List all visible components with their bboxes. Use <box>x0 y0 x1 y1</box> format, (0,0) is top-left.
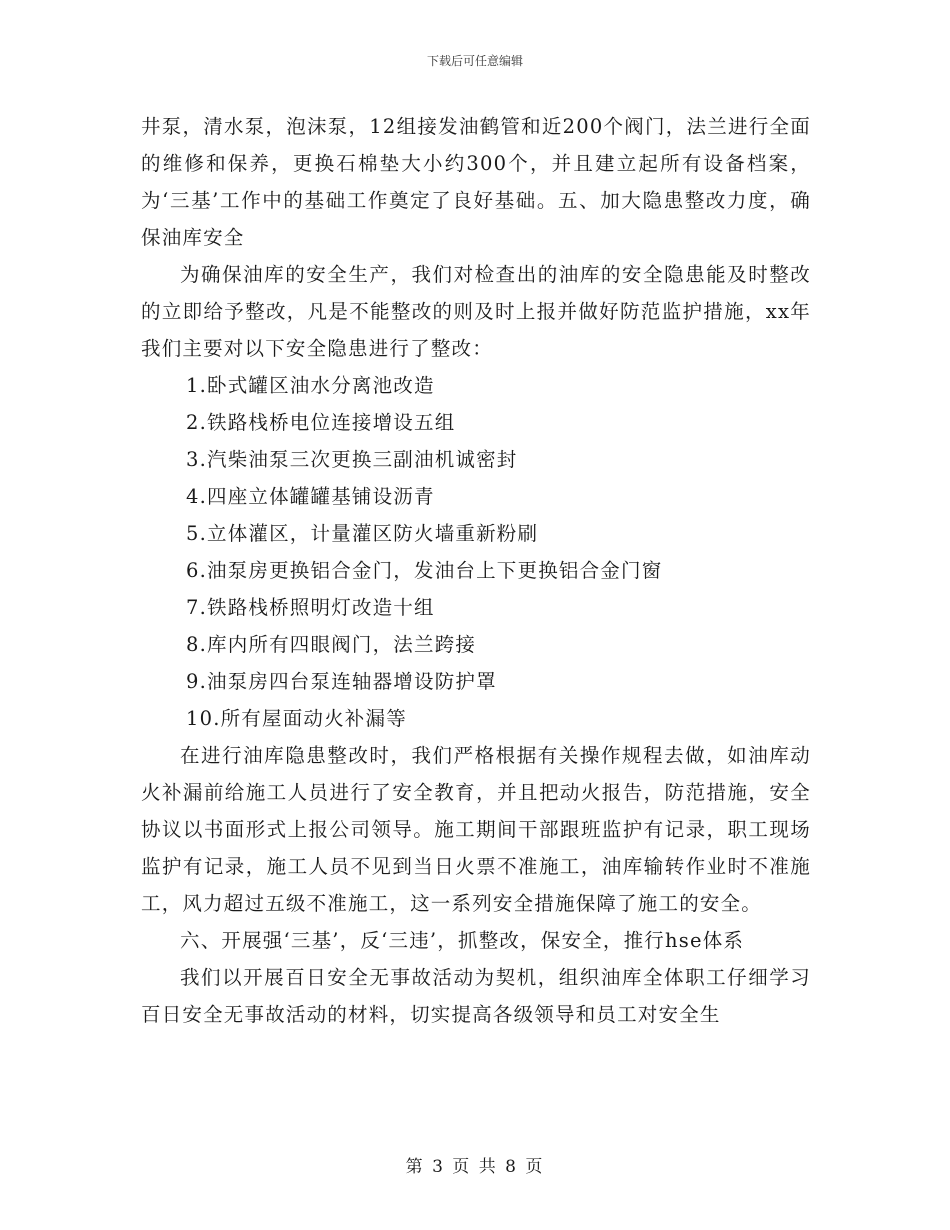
list-item: 2.铁路栈桥电位连接增设五组 <box>186 411 456 434</box>
list-item: 10.所有屋面动火补漏等 <box>186 707 407 730</box>
paragraph: 为确保油库的安全生产，我们对检查出的油库的安全隐患能及时整改的立即给予整改，凡是不能整改的则及时上报并做好防范监护措施，xx年我们主要对以下安全隐患进行了整改： <box>141 263 811 360</box>
section-heading: 六、开展强‘三基’，反‘三违’，抓整改，保安全，推行hse体系 <box>180 929 745 952</box>
list-item: 1.卧式罐区油水分离池改造 <box>186 374 435 397</box>
list-item: 5.立体灌区，计量灌区防火墙重新粉刷 <box>186 522 539 545</box>
paragraph-continuation: 井泵，清水泵，泡沫泵，12组接发油鹤管和近200个阀门，法兰进行全面的维修和保养，更换石棉垫大小约300个，并且建立起所有设备档案，为‘三基’工作中的基础工作奠定了良好基础。五、加大隐患整改力度，确保油库安全 <box>141 115 811 249</box>
page-number: 第 3 页 共 8 页 <box>405 1157 545 1177</box>
paragraph: 我们以开展百日安全无事故活动为契机，组织油库全体职工仔细学习百日安全无事故活动的材料，切实提高各级领导和员工对安全生 <box>141 966 811 1026</box>
list-item: 8.库内所有四眼阀门，法兰跨接 <box>186 633 477 656</box>
list-item: 3.汽柴油泵三次更换三副油机诚密封 <box>186 448 518 471</box>
list-item: 4.四座立体罐罐基铺设沥青 <box>186 485 435 508</box>
list-item: 9.油泵房四台泵连轴器增设防护罩 <box>186 670 497 693</box>
paragraph: 在进行油库隐患整改时，我们严格根据有关操作规程去做，如油库动火补漏前给施工人员进行了安全教育，并且把动火报告，防范措施，安全协议以书面形式上报公司领导。施工期间干部跟班监护有记录，职工现场监护有记录，施工人员不见到当日火票不准施工，油库输转作业时不准施工，风力超过五级不准施工，这一系列安全措施保障了施工的安全。 <box>141 744 811 915</box>
list-item: 6.油泵房更换铝合金门，发油台上下更换铝合金门窗 <box>186 559 663 582</box>
page-header: 下载后可任意编辑 <box>426 54 523 68</box>
document-body <box>141 108 811 1033</box>
list-item: 7.铁路栈桥照明灯改造十组 <box>186 596 435 619</box>
